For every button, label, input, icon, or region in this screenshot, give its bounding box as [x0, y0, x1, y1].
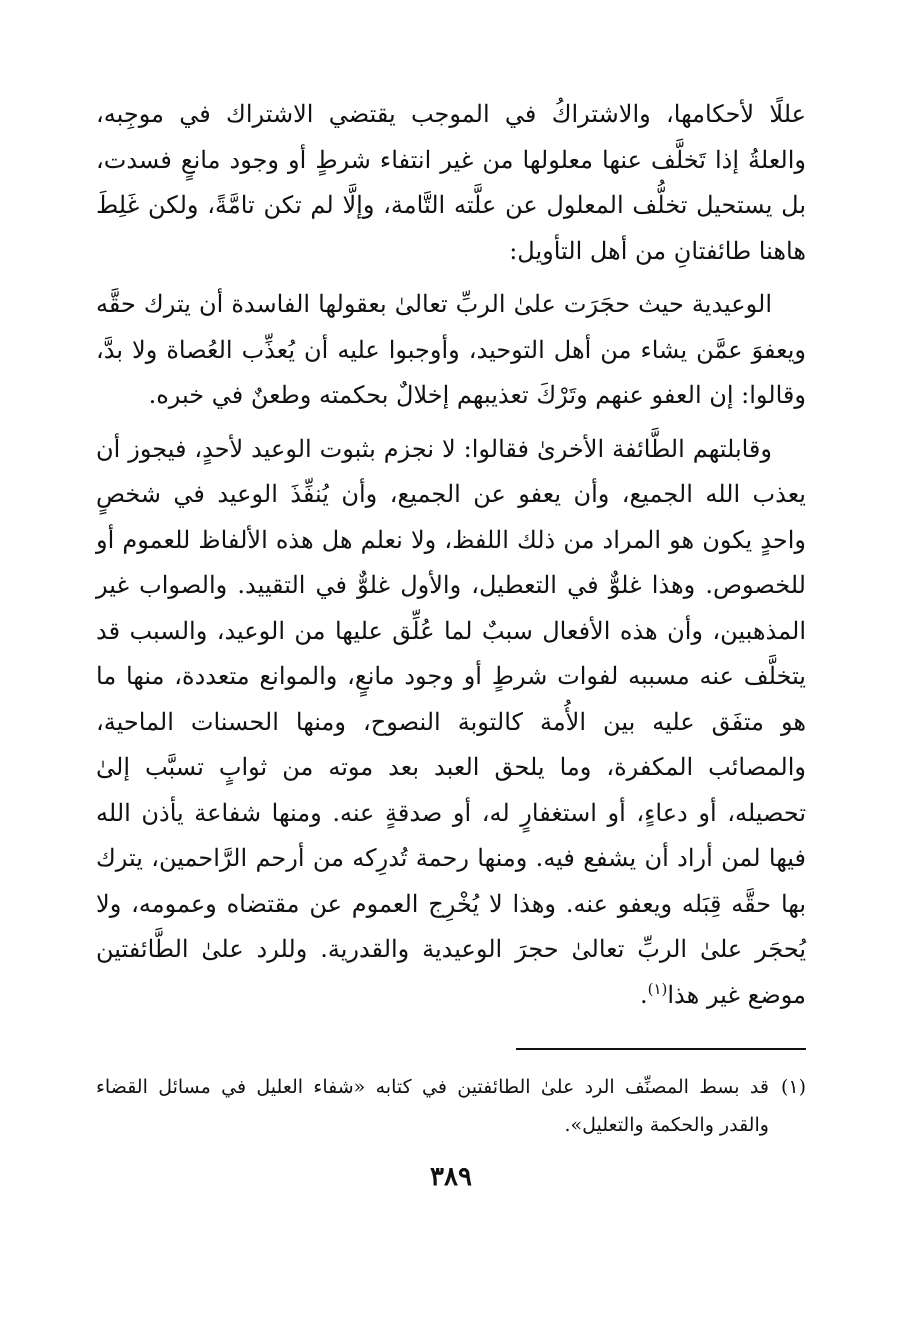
footnotes: [96, 1068, 806, 1144]
book-page: [96, 92, 806, 1242]
footnote-separator: [516, 1048, 806, 1050]
page-number: ٣٨٩: [430, 1162, 472, 1192]
paragraph: وقابلتهم الطَّائفة الأخرىٰ فقالوا: لا نجزم بثبوت الوعيد لأحدٍ، فيجوز أن يعذب الله الجميع، وأن يعفو عن الجميع، وأن يُنفِّذَ الوعيد في شخصٍ واحدٍ يكون هو المراد من ذلك اللفظ، ولا نعلم هل هذه الألفاظ للعموم أو للخصوص. وهذا غلوٌّ في التعطيل، والأول غلوٌّ في التقييد. والصواب غير المذهبين، وأن هذه الأفعال سببٌ لما عُلِّق عليها من الوعيد، والسبب قد يتخلَّف عنه مسببه لفوات شرطٍ أو وجود مانعٍ، والموانع متعددة، منها ما هو متفَق عليه بين الأُمة كالتوبة النصوح، ومنها الحسنات الماحية، والمصائب المكفرة، وما يلحق العبد بعد موته من ثوابٍ تسبَّب إلىٰ تحصيله، أو دعاءٍ، أو استغفارٍ له، أو صدقةٍ عنه. ومنها شفاعة يأذن الله فيها لمن أراد أن يشفع فيه. ومنها رحمة تُدرِكه من أرحم الرَّاحمين، يترك بها حقَّه قِبَله ويعفو عنه. وهذا لا يُخْرِج العموم عن مقتضاه وعمومه، ولا يُحجَر علىٰ الربِّ تعالىٰ حجرَ الوعيدية والقدرية. وللرد علىٰ الطَّائفتين موضع غير هذا$^{(١)}$.: [96, 434, 806, 1009]
footnote-number: (١): [780, 1076, 806, 1098]
footnote-item: [96, 1068, 806, 1144]
main-text: [96, 92, 806, 1018]
paragraph-text: وقابلتهم الطَّائفة الأخرىٰ فقالوا: لا نجزم بثبوت الوعيد لأحدٍ، فيجوز أن يعذب الله الجميع، وأن يعفو عن الجميع، وأن يُنفِّذَ الوعيد في شخصٍ واحدٍ يكون هو المراد من ذلك اللفظ، ولا نعلم هل هذه الألفاظ للعموم أو للخصوص. وهذا غلوٌّ في التعطيل، والأول غلوٌّ في التقييد. والصواب غير المذهبين، وأن هذه الأفعال سببٌ لما عُلِّق عليها من الوعيد، والسبب قد يتخلَّف عنه مسببه لفوات شرطٍ أو وجود مانعٍ، والموانع متعددة، منها ما هو متفَق عليه بين الأُمة كالتوبة النصوح، ومنها الحسنات الماحية، والمصائب المكفرة، وما يلحق العبد بعد موته من ثوابٍ تسبَّب إلىٰ تحصيله، أو دعاءٍ، أو استغفارٍ له، أو صدقةٍ عنه. ومنها شفاعة يأذن الله فيها لمن أراد أن يشفع فيه. ومنها رحمة تُدرِكه من أرحم الرَّاحمين، يترك بها حقَّه قِبَله ويعفو عنه. وهذا لا يُخْرِج العموم عن مقتضاه وعمومه، ولا يُحجَر علىٰ الربِّ تعالىٰ حجرَ الوعيدية والقدرية. وللرد علىٰ الطَّائفتين موضع غير هذا: [96, 434, 806, 1009]
paragraph: الوعيدية حيث حجَرَت علىٰ الربِّ تعالىٰ بعقولها الفاسدة أن يترك حقَّه ويعفوَ عمَّن يشاء من أهل التوحيد، وأوجبوا عليه أن يُعذِّب العُصاة ولا بدَّ، وقالوا: إن العفو عنهم وتَرْكَ تعذيبهم إخلالٌ بحكمته وطعنٌ في خبره.: [96, 290, 806, 409]
footnote-reference: (١): [647, 979, 668, 998]
paragraph: عللًا لأحكامها، والاشتراكُ في الموجب يقتضي الاشتراك في موجِبه، والعلةُ إذا تَخلَّف عنها معلولها من غير انتفاء شرطٍ أو وجود مانعٍ فسدت، بل يستحيل تخلُّف المعلول عن علَّته التَّامة، وإلَّا لم تكن تامَّةً، ولكن غَلِطَ هاهنا طائفتانِ من أهل التأويل:: [96, 100, 806, 265]
footnote-text: قد بسط المصنِّف الرد علىٰ الطائفتين في كتابه «شفاء العليل في مسائل القضاء والقدر والحكمة والتعليل».: [96, 1076, 769, 1136]
